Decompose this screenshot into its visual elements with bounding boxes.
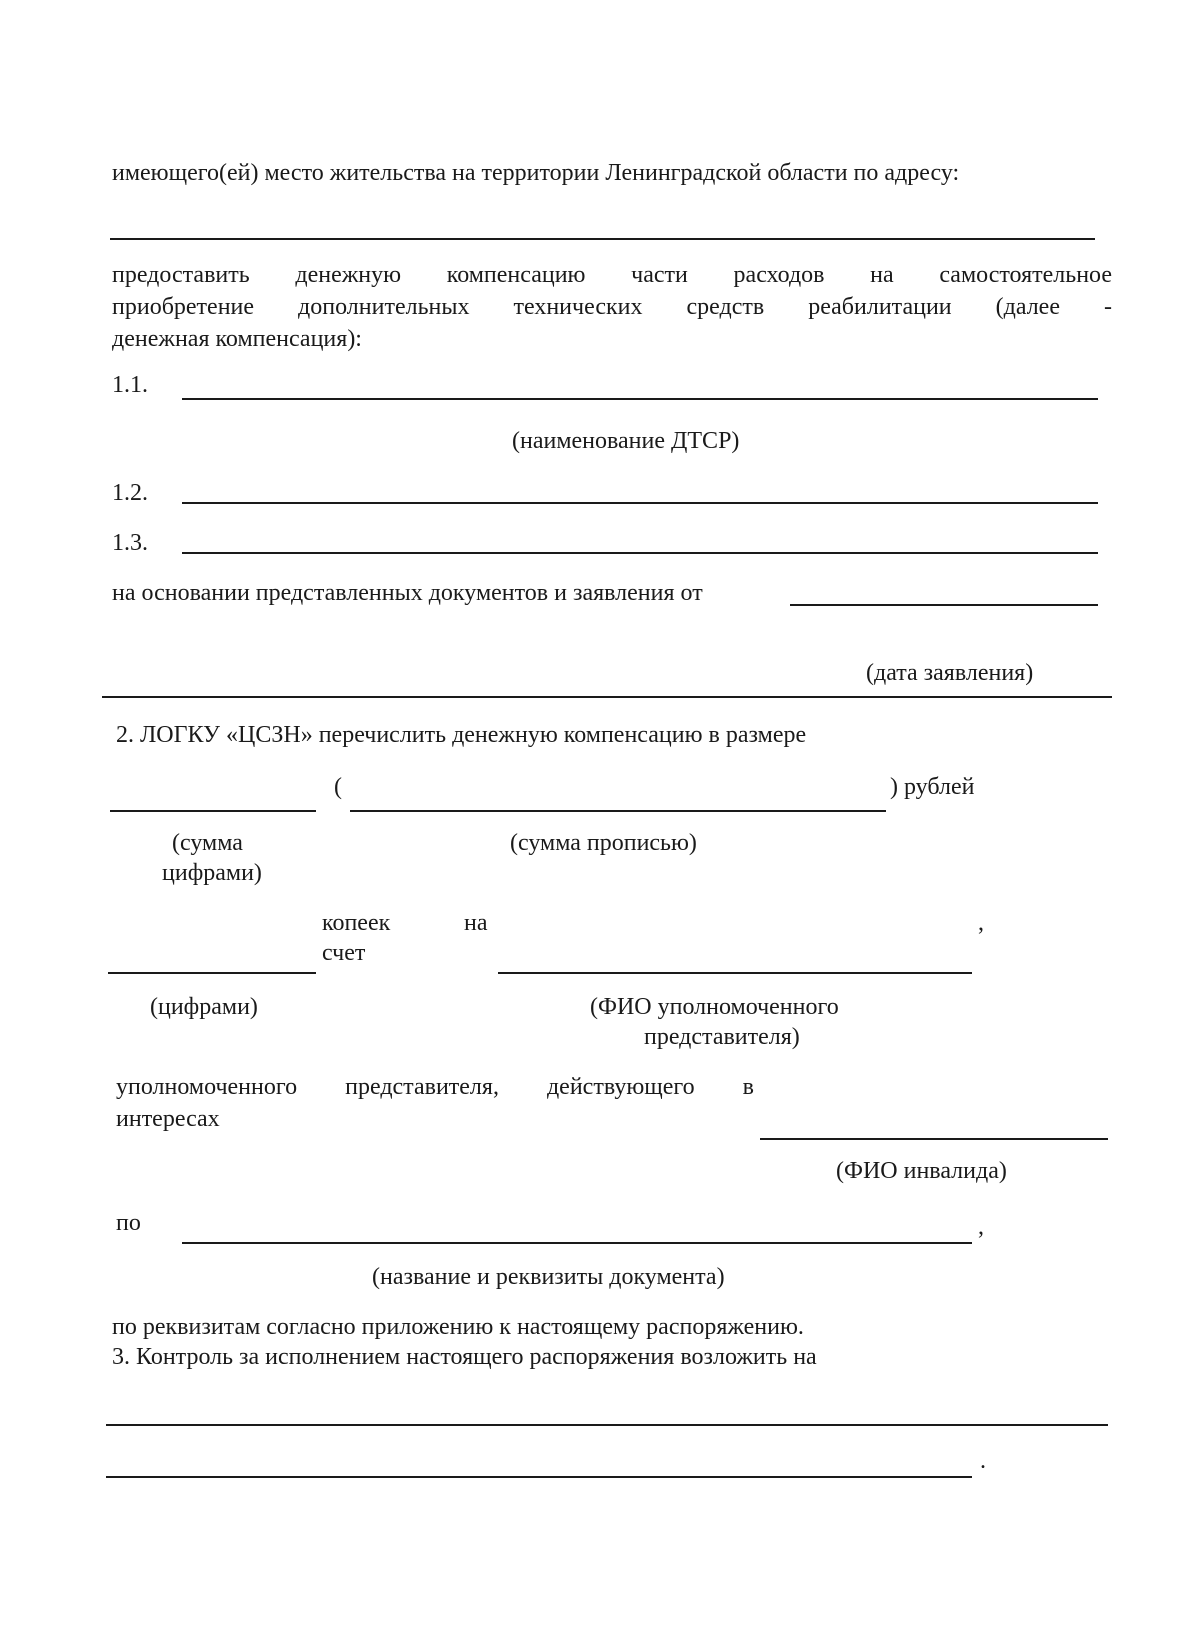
po-text: по (116, 1210, 141, 1236)
application-date-label: (дата заявления) (866, 660, 1034, 686)
digits-label: (цифрами) (150, 994, 258, 1020)
sum-digits-label-2: цифрами) (162, 860, 262, 886)
compensation-text-line-3: денежная компенсация): (112, 326, 362, 352)
invalid-fio-label: (ФИО инвалида) (836, 1158, 1007, 1184)
item-1-3-field-line[interactable] (182, 552, 1098, 554)
document-label: (название и реквизиты документа) (372, 1264, 725, 1290)
kopecks-field-line[interactable] (108, 972, 316, 974)
end-period: . (980, 1448, 986, 1474)
sum-words-label: (сумма прописью) (510, 830, 697, 856)
item-1-1-field-line[interactable] (182, 398, 1098, 400)
application-date-field-line[interactable] (790, 604, 1098, 606)
details-text: по реквизитам согласно приложению к настоящему распоряжению. (112, 1314, 804, 1340)
na-text: на (464, 910, 488, 936)
section-divider (102, 696, 1112, 698)
control-field-line-1[interactable] (106, 1424, 1108, 1426)
item-number-1-2: 1.2. (112, 480, 148, 506)
rep-fio-field-line[interactable] (498, 972, 972, 974)
item-1-2-field-line[interactable] (182, 502, 1098, 504)
sum-words-field-line[interactable] (350, 810, 886, 812)
address-field-line[interactable] (110, 238, 1095, 240)
comma-2: , (978, 1214, 984, 1240)
control-field-line-2[interactable] (106, 1476, 972, 1478)
compensation-text-line-1: предоставить денежную компенсацию части расходов на самостоятельное (112, 262, 1112, 288)
comma-1: , (978, 910, 984, 936)
rubles-suffix: ) рублей (890, 774, 975, 800)
sum-digits-field-line[interactable] (110, 810, 316, 812)
basis-text: на основании представленных документов и заявления от (112, 580, 703, 606)
open-paren: ( (334, 774, 342, 800)
rep-text-line-2: интересах (116, 1106, 220, 1132)
sum-digits-label-1: (сумма (172, 830, 243, 856)
section-3-title: 3. Контроль за исполнением настоящего распоряжения возложить на (112, 1344, 817, 1370)
section-2-title: 2. ЛОГКУ «ЦСЗН» перечислить денежную компенсацию в размере (116, 722, 807, 748)
item-number-1-3: 1.3. (112, 530, 148, 556)
account-text: счет (322, 940, 366, 966)
rep-fio-label-2: представителя) (644, 1024, 800, 1050)
invalid-fio-field-line[interactable] (760, 1138, 1108, 1140)
item-number-1-1: 1.1. (112, 372, 148, 398)
address-intro-text: имеющего(ей) место жительства на территории Ленинградской области по адресу: (112, 160, 960, 186)
rep-text-line-1: уполномоченного представителя, действующего в (116, 1074, 754, 1100)
document-field-line[interactable] (182, 1242, 972, 1244)
kopecks-text: копеек (322, 910, 391, 936)
dtsr-name-label: (наименование ДТСР) (512, 428, 740, 454)
rep-fio-label-1: (ФИО уполномоченного (590, 994, 839, 1020)
compensation-text-line-2: приобретение дополнительных технических средств реабилитации (далее - (112, 294, 1112, 320)
